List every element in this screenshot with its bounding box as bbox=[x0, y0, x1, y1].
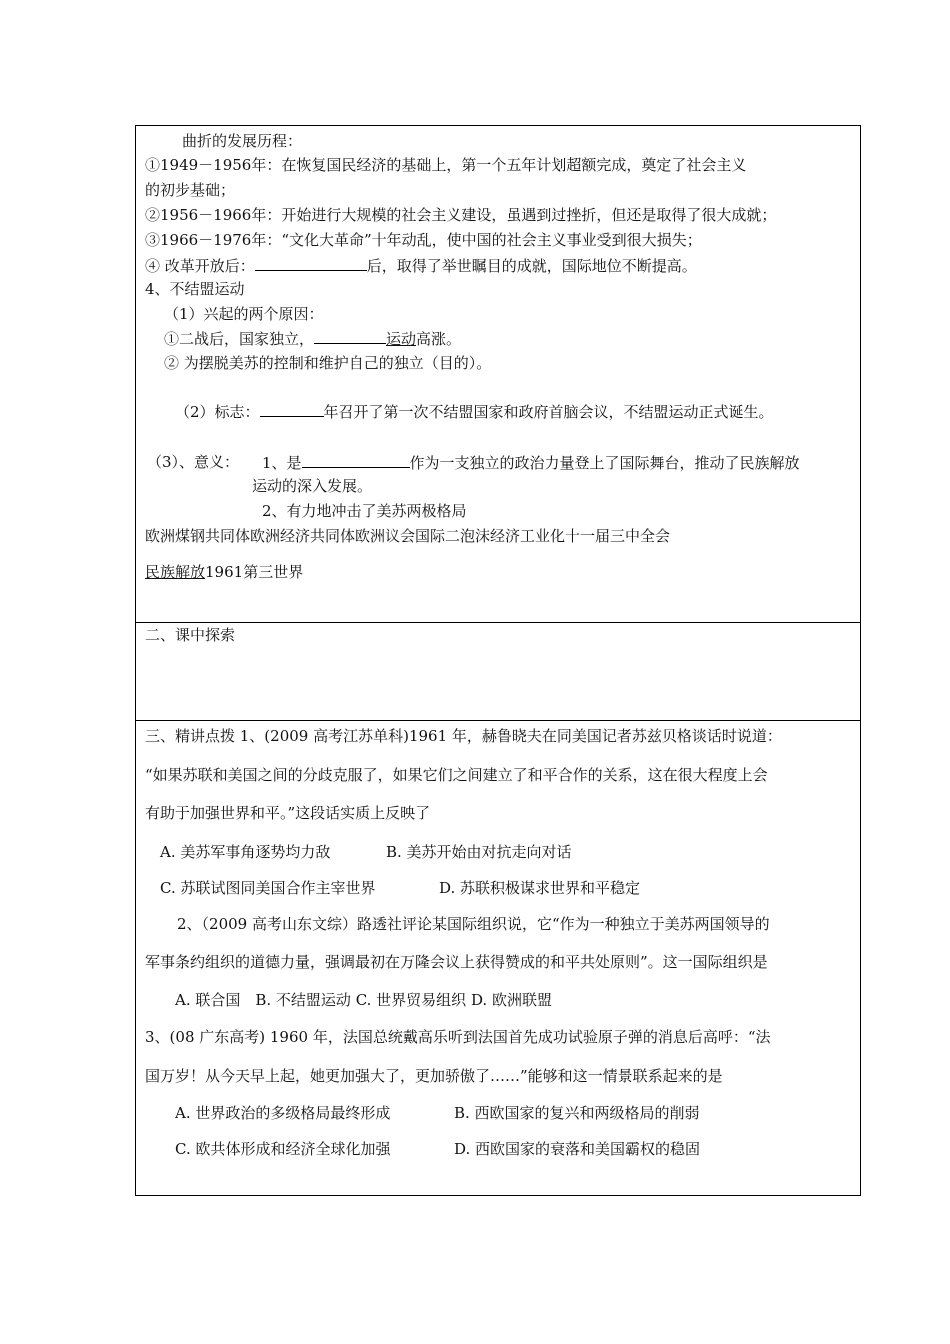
section-2-title: 二、课中探索 bbox=[145, 626, 236, 644]
q1-option-b[interactable]: B. 美苏开始由对抗走向对话 bbox=[386, 843, 572, 861]
history-heading: 曲折的发展历程： bbox=[182, 132, 303, 150]
q3-line-2: 国万岁！从今天早上起，她更加强大了，更加骄傲了……”能够和这一情景联系起来的是 bbox=[145, 1067, 723, 1085]
q1-line-1: 三、精讲点拨 1、(2009 高考江苏单科)1961 年，赫鲁晓夫在同美国记者苏兹贝格谈话时说道： bbox=[145, 727, 782, 745]
q2-options[interactable]: A. 联合国 B. 不结盟运动 C. 世界贸易组织 D. 欧洲联盟 bbox=[175, 991, 552, 1009]
history-item-1: ①1949－1956年：在恢复国民经济的基础上，第一个五年计划超额完成，奠定了社会主义 bbox=[145, 156, 747, 174]
history-item-4-prefix: ④ 改革开放后： bbox=[145, 257, 255, 275]
q1-line-2: “如果苏联和美国之间的分歧克服了，如果它们之间建立了和平合作的关系，这在很大程度上会 bbox=[145, 766, 768, 784]
worksheet-table bbox=[135, 125, 861, 1196]
word-bank-2 bbox=[145, 562, 303, 582]
meaning-1-prefix: 1、是 bbox=[262, 454, 302, 472]
q3-option-a[interactable]: A. 世界政治的多级格局最终形成 bbox=[175, 1104, 391, 1122]
row-divider bbox=[136, 622, 860, 623]
q2-line-2: 军事条约组织的道德力量，强调最初在万隆会议上获得赞成的和平共处原则”。这一国际组织是 bbox=[145, 953, 768, 971]
fill-blank[interactable] bbox=[255, 255, 367, 271]
reason-1 bbox=[164, 328, 461, 349]
row-divider bbox=[136, 720, 860, 721]
sign-prefix: （2）标志： bbox=[175, 403, 260, 421]
meaning-1 bbox=[262, 452, 800, 473]
reasons-title: （1）兴起的两个原因： bbox=[164, 305, 324, 323]
q1-option-c[interactable]: C. 苏联试图同美国合作主宰世界 bbox=[160, 879, 376, 897]
q3-option-c[interactable]: C. 欧共体形成和经济全球化加强 bbox=[175, 1140, 391, 1158]
reason-1-underlined: 运动 bbox=[386, 330, 417, 348]
q3-option-d[interactable]: D. 西欧国家的衰落和美国霸权的稳固 bbox=[454, 1140, 701, 1158]
fill-blank[interactable] bbox=[314, 328, 386, 344]
reason-1-suffix: 高涨。 bbox=[416, 330, 462, 348]
meaning-1-suffix: 作为一支独立的政治力量登上了国际舞台，推动了民族解放 bbox=[409, 454, 800, 472]
word-bank-2-rest: 1961第三世界 bbox=[205, 563, 304, 581]
word-bank-2-underlined: 民族解放 bbox=[145, 563, 206, 581]
fill-blank[interactable] bbox=[260, 401, 324, 417]
q1-option-a[interactable]: A. 美苏军事角逐势均力敌 bbox=[160, 843, 331, 861]
nam-title: 4、不结盟运动 bbox=[145, 280, 245, 298]
history-item-4 bbox=[145, 255, 697, 276]
meaning-label: （3）、意义： bbox=[147, 453, 240, 471]
q3-option-b[interactable]: B. 西欧国家的复兴和两级格局的削弱 bbox=[454, 1104, 700, 1122]
history-item-3: ③1966－1976年：“文化大革命”十年动乱，使中国的社会主义事业受到很大损失； bbox=[145, 231, 702, 249]
q1-option-d[interactable]: D. 苏联积极谋求世界和平稳定 bbox=[439, 879, 641, 897]
meaning-2: 2、有力地冲击了美苏两极格局 bbox=[262, 502, 467, 520]
history-item-2: ②1956－1966年：开始进行大规模的社会主义建设，虽遇到过挫折，但还是取得了很大成就； bbox=[145, 206, 777, 224]
meaning-1-cont: 运动的深入发展。 bbox=[252, 477, 373, 495]
q1-line-3: 有助于加强世界和平。”这段话实质上反映了 bbox=[145, 804, 431, 822]
history-item-4-suffix: 后，取得了举世瞩目的成就，国际地位不断提高。 bbox=[366, 257, 697, 275]
word-bank: 欧洲煤钢共同体欧洲经济共同体欧洲议会国际二泡沫经济工业化十一届三中全会 bbox=[145, 527, 671, 545]
fill-blank[interactable] bbox=[302, 452, 410, 468]
history-item-1-cont: 的初步基础； bbox=[145, 181, 236, 199]
sign-suffix: 年召开了第一次不结盟国家和政府首脑会议，不结盟运动正式诞生。 bbox=[323, 403, 774, 421]
reason-1-prefix: ①二战后，国家独立， bbox=[164, 330, 315, 348]
q2-line-1: 2、（2009 高考山东文综）路透社评论某国际组织说，它“作为一种独立于美苏两国领导的 bbox=[177, 915, 770, 933]
reason-2: ② 为摆脱美苏的控制和维护自己的独立（目的）。 bbox=[164, 354, 492, 372]
q3-line-1: 3、(08 广东高考) 1960 年，法国总统戴高乐听到法国首先成功试验原子弹的消息后高呼：“法 bbox=[145, 1028, 771, 1046]
sign-line bbox=[175, 401, 774, 422]
